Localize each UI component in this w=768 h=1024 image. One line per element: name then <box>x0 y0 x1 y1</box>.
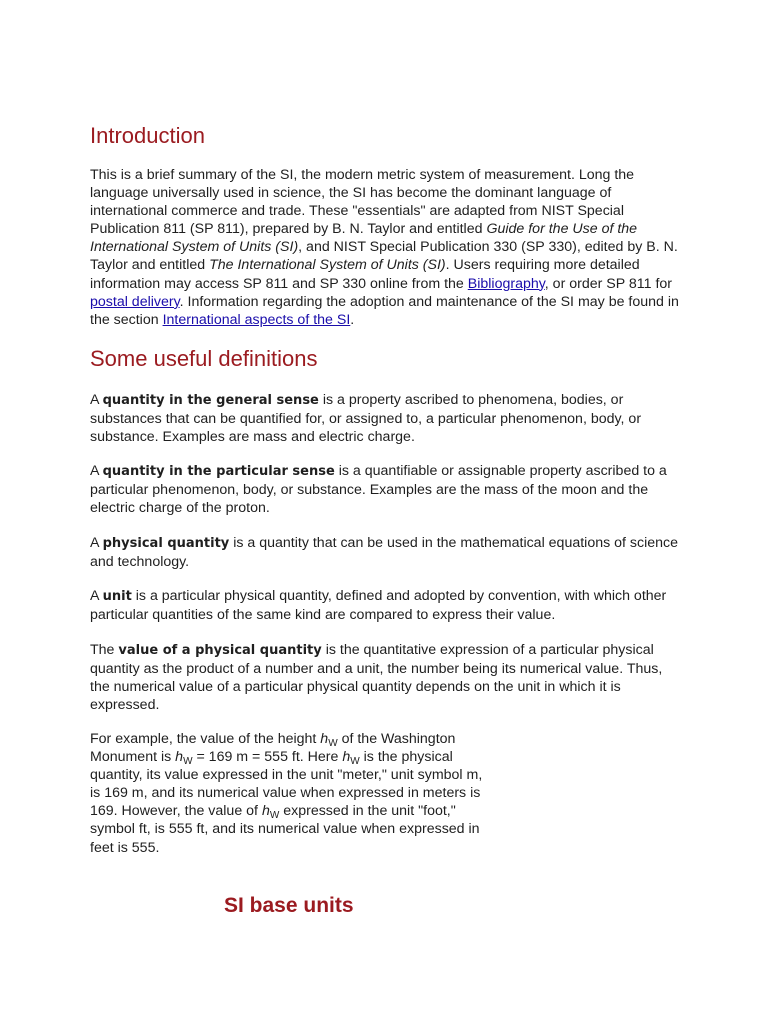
postal-delivery-link[interactable]: postal delivery <box>90 293 180 310</box>
bibliography-link[interactable]: Bibliography <box>467 275 545 292</box>
guide-title-italic: Guide for the Use of the International System of Units (SI) <box>90 221 638 256</box>
example-text: = 169 m = 555 ft. Here <box>192 749 343 766</box>
subscript-w: W <box>269 810 280 822</box>
definition-unit <box>90 587 680 624</box>
definition-prefix: A <box>90 392 103 408</box>
washington-monument-example <box>90 730 490 857</box>
si-base-units-heading: SI base units <box>224 894 354 917</box>
example-text: expressed in the unit "foot," symbol ft, is 555 ft, and its numerical value when expressed in feet is 555. <box>90 803 480 856</box>
symbol-h: h <box>342 749 351 766</box>
definition-text: is a quantity that can be used in the mathematical equations of science and technology. <box>90 535 679 571</box>
definition-particular-quantity <box>90 462 680 517</box>
definition-text: is the quantitative expression of a particular physical quantity as the product of a number and a unit, the number being its numerical value. Thus, the numerical value of a particular physical quantity depends on the unit in which it is expressed. <box>90 642 663 714</box>
symbol-h: h <box>261 803 270 820</box>
definition-value <box>90 641 680 714</box>
subscript-w: W <box>350 756 360 768</box>
definition-term: value of a physical quantity <box>118 643 322 658</box>
definition-text: is a quantifiable or assignable property ascribed to a particular phenomenon, body, or substance. Examples are the mass of the moon and the electric charge of the proton. <box>90 463 667 517</box>
definition-text: is a particular physical quantity, defined and adopted by convention, with which other particular quantities of the same kind are compared to express their value. <box>90 588 667 624</box>
subscript-w: W <box>328 738 338 749</box>
subscript-w: W <box>183 756 193 768</box>
definition-prefix: A <box>90 588 103 604</box>
intro-text-1: This is a brief summary of the SI, the modern metric system of measurement. Long the language universally used in science, the SI has become the dominant language of international commerce and trade. These "essentials" are adapted from NIST Special Publication 811 (SP 811), prepared by B. N. Taylor and entitled <box>90 167 635 238</box>
example-text: is the physical quantity, its value expressed in the unit "meter," unit symbol m, is 169 m, and its numerical value when expressed in meters is 169. However, the value of <box>90 749 483 820</box>
symbol-h: h <box>320 731 329 747</box>
intro-text-4: , or order SP 811 for <box>544 275 673 292</box>
definition-term: quantity in the general sense <box>102 393 319 408</box>
definition-prefix: The <box>90 642 119 658</box>
definition-prefix: A <box>90 463 103 479</box>
definition-term: quantity in the particular sense <box>102 464 335 479</box>
example-text: of the Washington Monument is <box>90 731 456 766</box>
intro-text-2: , and NIST Special Publication 330 (SP 330), edited by B. N. Taylor and entitled <box>90 239 678 274</box>
definition-general-quantity <box>90 391 680 446</box>
symbol-h: h <box>175 749 184 766</box>
definition-prefix: A <box>90 535 103 551</box>
intro-text-3: . Users requiring more detailed information may access SP 811 and SP 330 online from the <box>90 257 640 292</box>
introduction-paragraph <box>90 166 680 329</box>
definition-physical-quantity <box>90 534 680 571</box>
definitions-heading: Some useful definitions <box>90 346 318 371</box>
definition-term: unit <box>102 589 132 604</box>
si-brochure-title-italic: The International System of Units (SI) <box>209 257 446 274</box>
example-text: For example, the value of the height <box>90 731 321 747</box>
international-aspects-link[interactable]: International aspects of the SI <box>162 311 351 328</box>
definition-text: is a property ascribed to phenomena, bodies, or substances that can be quantified for, or assigned to, a particular phenomenon, body, or substance. Examples are mass and electric charge. <box>90 392 642 446</box>
introduction-heading: Introduction <box>90 123 205 148</box>
intro-text-6: . <box>350 311 355 328</box>
intro-text-5: . Information regarding the adoption and maintenance of the SI may be found in the section <box>90 293 679 328</box>
definition-term: physical quantity <box>102 536 230 551</box>
